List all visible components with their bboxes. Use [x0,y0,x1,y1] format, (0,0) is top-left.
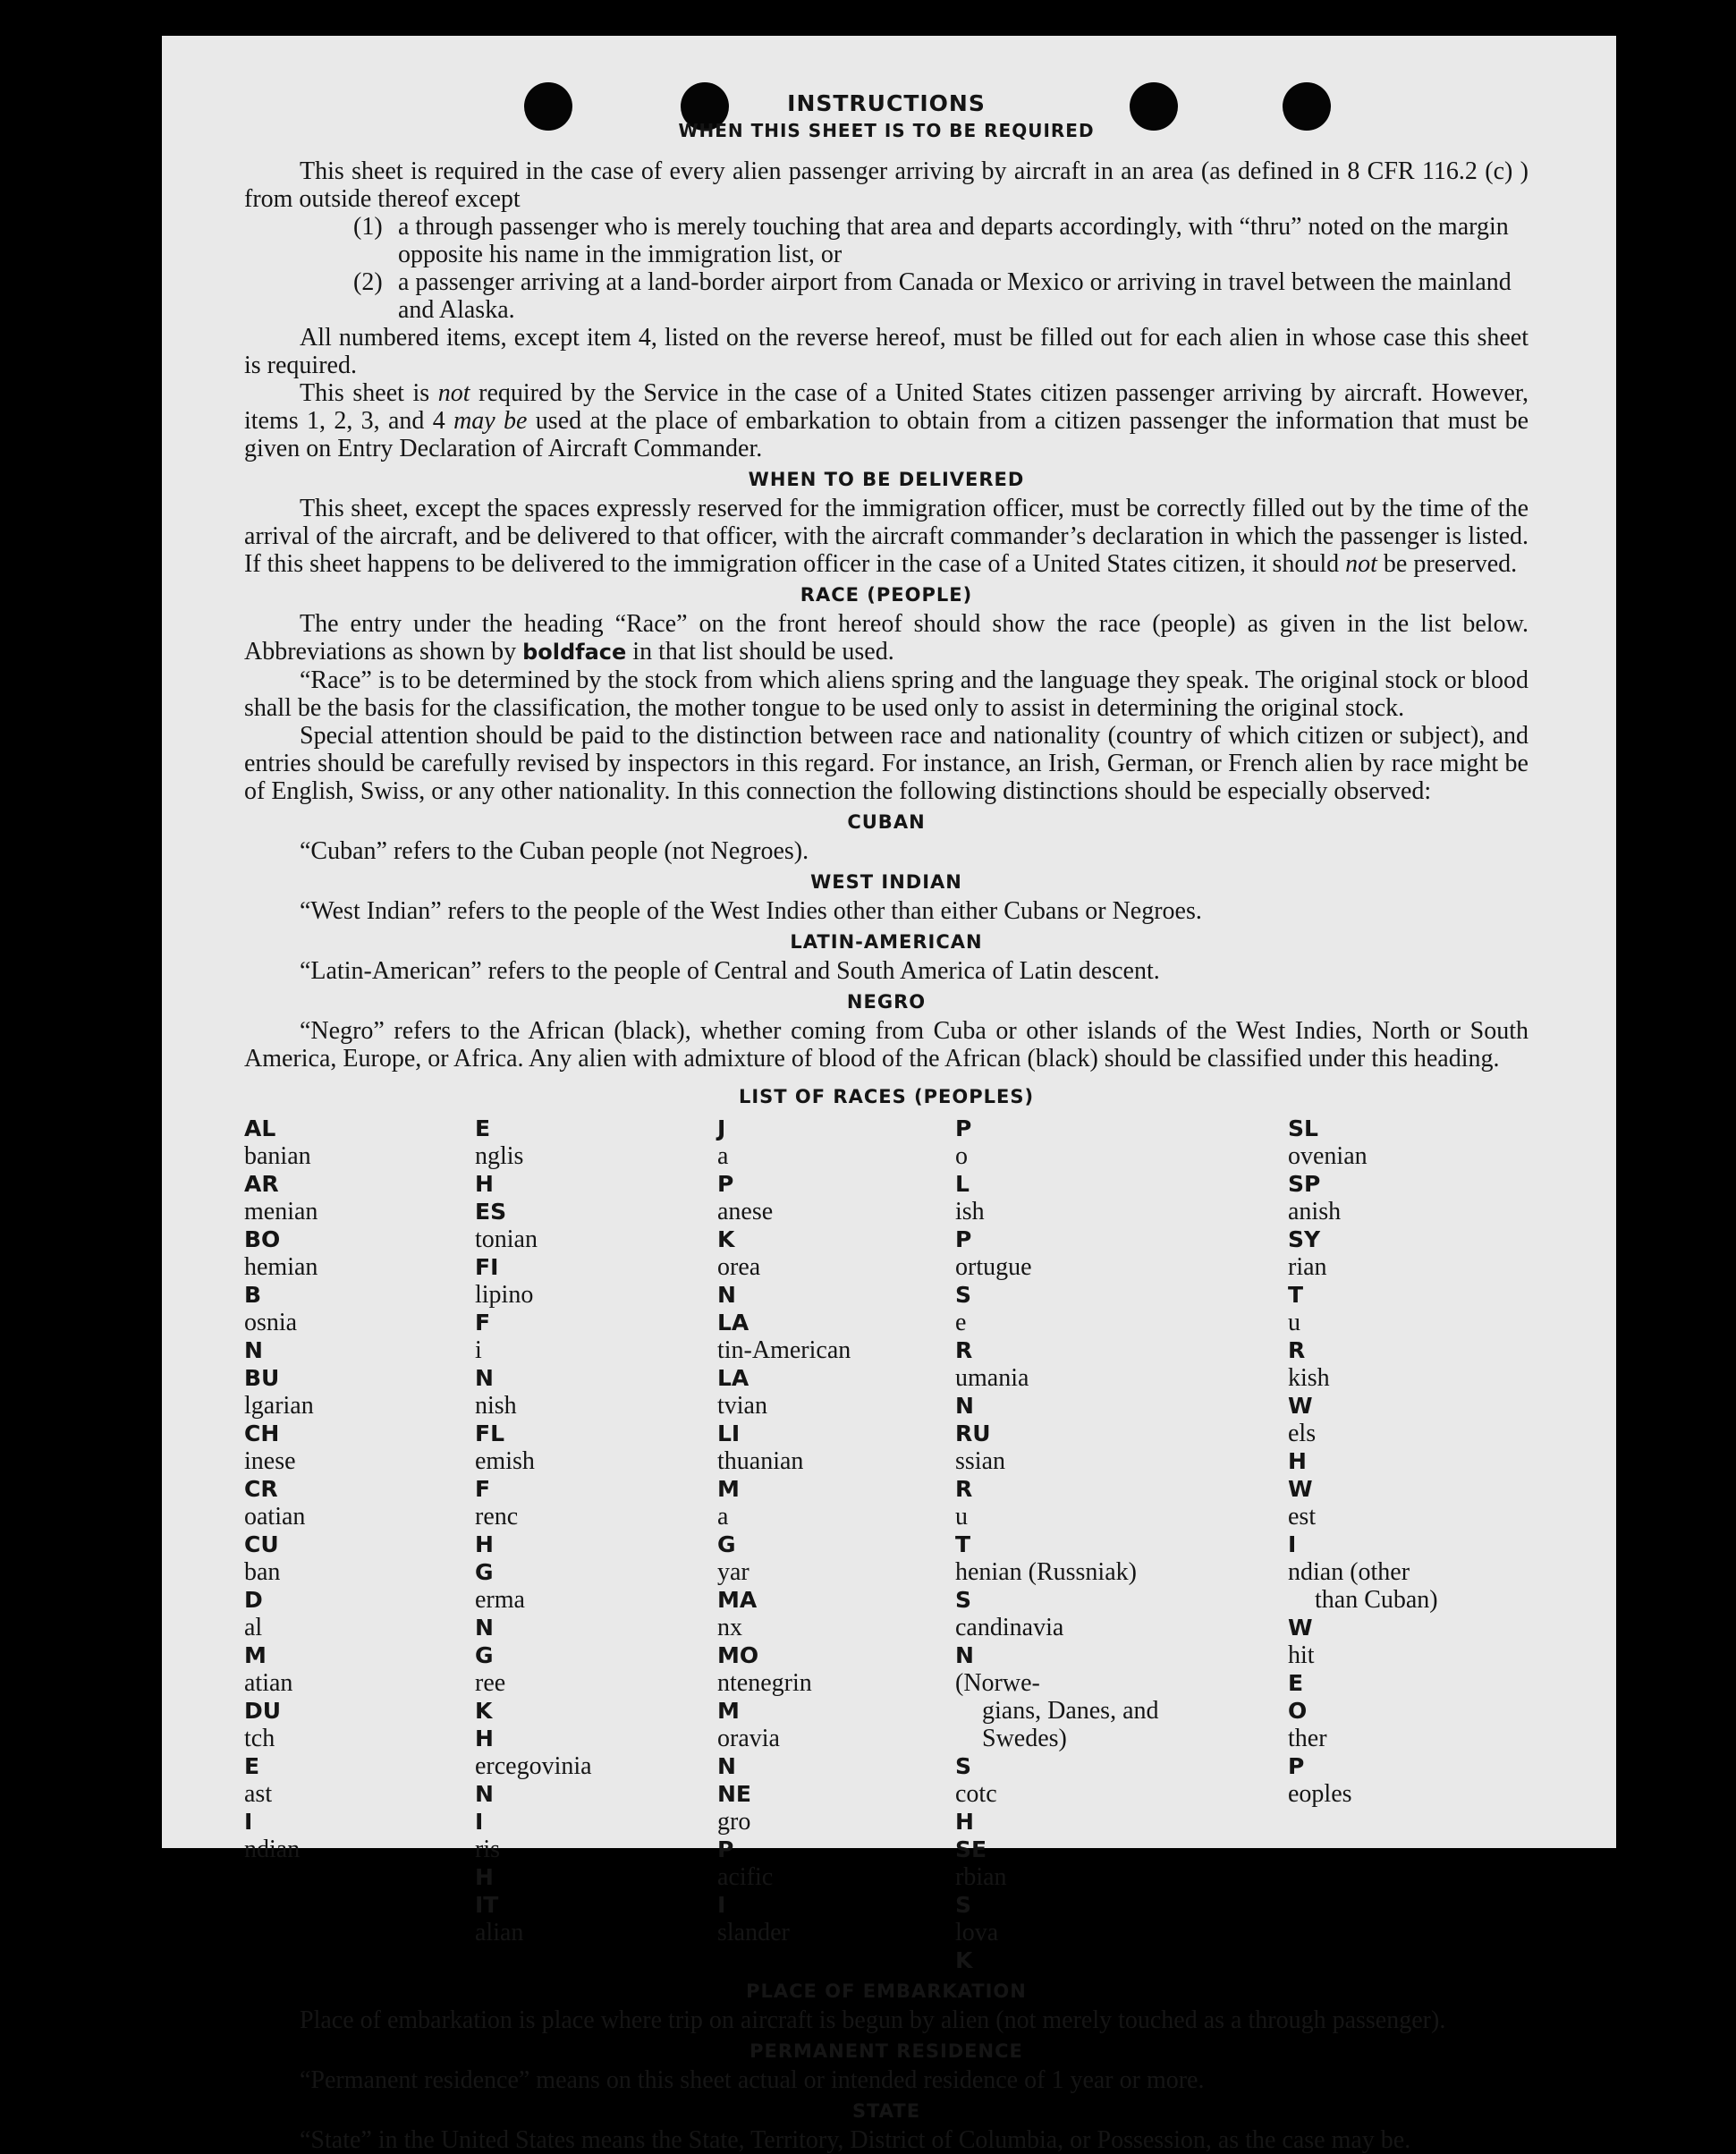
race-entry: W est I ndian (other [1288,1476,1410,1586]
citizen-note: This sheet is not required by the Service in the case of a United States citizen passenger arriving by aircraft. However, items 1, 2, 3, and 4 may be used at the place of embarkation to obtain from a citizen passenger the information that must be given on Entry Declaration of Aircraft Commander. [244,379,1529,462]
race-entry: NE gro [717,1781,752,1836]
race-entry: MO ntenegrin [717,1642,812,1697]
race-entry: CU ban [244,1531,281,1586]
race-entry: MA nx [717,1587,758,1641]
section-heading-negro: NEGRO [846,991,927,1013]
race-entry: W els H [1288,1393,1317,1474]
race-entry: ES tonian [475,1199,538,1253]
race-entry: DU tch [244,1698,282,1752]
exception-text: a through passenger who is merely touching that area and departs accordingly, with “thru” noted on the margin opposite his name in the immigration list, or [398,213,1509,268]
delivered-text: This sheet, except the spaces expressly reserved for the immigration officer, must be correctly filled out by the time of the arrival of the aircraft, and be delivered to that officer, with the aircraft commander’s declaration in which the passenger is listed. If this sheet happens to be delivered to the immigration officer in the case of a United States citizen, it should not be preserved. [244,495,1529,578]
race-paragraph: The entry under the heading “Race” on the front hereof should show the race (people) as given in the list below. Abbreviations as shown by boldface in that list should be used. [244,610,1529,666]
race-entry: than Cuban) [1315,1586,1438,1614]
race-entry: P o L ish [955,1115,985,1225]
exception-item [353,268,1529,324]
race-entry: AR menian [244,1171,318,1225]
race-entry: T u R kish [1288,1282,1330,1392]
race-paragraph: “Race” is to be determined by the stock from which aliens spring and the language they speak. The original stock or blood shall be the basis for the classification, the mother tongue to be used only to assist in determining the original stock. [244,666,1529,722]
section-heading-embarkation: PLACE OF EMBARKATION [746,1980,1027,2002]
race-entry: R u T henian (Russniak) [955,1476,1137,1586]
race-entry: S cotc H [955,1753,997,1835]
race-entry: CR oatian [244,1476,306,1531]
residence-definition: “Permanent residence” means on this sheet actual or intended residence of 1 year or more. [300,2066,1205,2094]
race-entry: H ercegovinia N [475,1726,592,1807]
race-entry: S lova K [955,1892,999,1973]
race-entry: F i N nish [475,1310,517,1420]
race-entry: FL emish [475,1420,535,1475]
race-entry: F renc H [475,1476,519,1557]
race-entry: R umania N [955,1337,1029,1419]
race-list [244,1115,1529,1974]
race-column [1288,1115,1529,1974]
section-heading-state: STATE [851,2100,921,2122]
section-heading-delivered: WHEN TO BE DELIVERED [748,469,1025,490]
section-heading-required: WHEN THIS SHEET IS TO BE REQUIRED [678,120,1095,141]
race-entry: gians, Danes, and [982,1697,1159,1725]
race-entry: AL banian [244,1115,311,1170]
race-entry: IT alian [475,1892,524,1946]
race-entry: O ther P eoples [1288,1698,1352,1808]
race-entry: BO hemian [244,1226,318,1281]
exception-item [353,213,1529,268]
section-heading-cuban: CUBAN [847,811,926,833]
race-entry: E ast I ndian [244,1753,301,1863]
exception-number: (2) [353,268,383,296]
race-entry: Swedes) [982,1725,1067,1752]
race-entry: P ortugue S e [955,1226,1032,1336]
negro-definition: “Negro” refers to the African (black), whether coming from Cuba or other islands of the West Indies, North or South America, Europe, or Africa. Any alien with admixture of blood of the African (black) should be classified under this heading. [244,1017,1529,1073]
race-paragraph: Special attention should be paid to the distinction between race and nationality (country of which citizen or subject), and entries should be carefully revised by inspectors in this regard. For instance, an Irish, German, or French alien by race might be of English, Swiss, or any other nationality. In this connection the following distinctions should be especially observed: [244,722,1529,805]
race-entry: P acific I slander [717,1836,790,1946]
race-entry: B osnia N [244,1282,298,1363]
race-entry: SP anish [1288,1171,1342,1225]
required-intro: This sheet is required in the case of every alien passenger arriving by aircraft in an area (as defined in 8 CFR 116.2 (c) ) from outside thereof except [244,157,1529,213]
race-entry: BU lgarian [244,1365,314,1420]
race-entry: SY rian [1288,1226,1327,1281]
race-entry: LI thuanian [717,1420,804,1475]
race-entry: E nglis H [475,1115,524,1197]
exception-number: (1) [353,213,383,241]
race-column [244,1115,475,1974]
section-heading-race: RACE (PEOPLE) [800,584,973,606]
document-sheet [162,36,1616,2154]
race-entry: RU ssian [955,1420,1005,1475]
race-entry: W hit E [1288,1615,1315,1696]
page-title: INSTRUCTIONS [787,90,986,116]
west-indian-definition: “West Indian” refers to the people of the West Indies other than either Cubans or Negroes. [300,897,1202,925]
race-entry: D al M atian [244,1587,293,1697]
race-entry: LA tvian [717,1365,767,1420]
section-heading-latin-american: LATIN-AMERICAN [790,931,983,953]
section-heading-residence: PERMANENT RESIDENCE [749,2040,1023,2062]
race-entry: M a G yar [717,1476,749,1586]
section-heading-race-list: LIST OF RACES (PEOPLES) [738,1086,1035,1107]
race-entry: SE rbian [955,1836,1007,1891]
race-entry: FI lipino [475,1254,534,1309]
race-entry: G erma N [475,1559,525,1641]
race-column [475,1115,717,1974]
embarkation-definition: Place of embarkation is place where trip on aircraft is begun by alien (not merely touched as a through passenger). [300,2006,1446,2034]
race-entry: S candinavia N (Norwe- [955,1587,1064,1697]
race-entry: G ree K [475,1642,506,1724]
race-entry: SL ovenian [1288,1115,1368,1170]
exception-text: a passenger arriving at a land-border airport from Canada or Mexico or arriving in travel between the mainland and Alaska. [398,268,1512,324]
exception-list [353,213,1529,324]
latin-american-definition: “Latin-American” refers to the people of Central and South America of Latin descent. [300,957,1160,985]
race-column [955,1115,1288,1974]
race-entry: J a P anese [717,1115,774,1225]
race-entry: CH inese [244,1420,296,1475]
numbered-items-note: All numbered items, except item 4, listed on the reverse hereof, must be filled out for each alien in whose case this sheet is required. [244,324,1529,379]
race-entry: LA tin-American [717,1310,851,1364]
cuban-definition: “Cuban” refers to the Cuban people (not Negroes). [300,837,809,865]
race-column [717,1115,955,1974]
state-definition: “State” in the United States means the State, Territory, District of Columbia, or Possession, as the case may be. [300,2126,1411,2154]
race-entry: I ris H [475,1809,500,1890]
instructions-content [244,89,1529,2154]
section-heading-west-indian: WEST INDIAN [810,871,962,893]
race-entry: M oravia N [717,1698,780,1779]
race-entry: K orea N [717,1226,761,1308]
